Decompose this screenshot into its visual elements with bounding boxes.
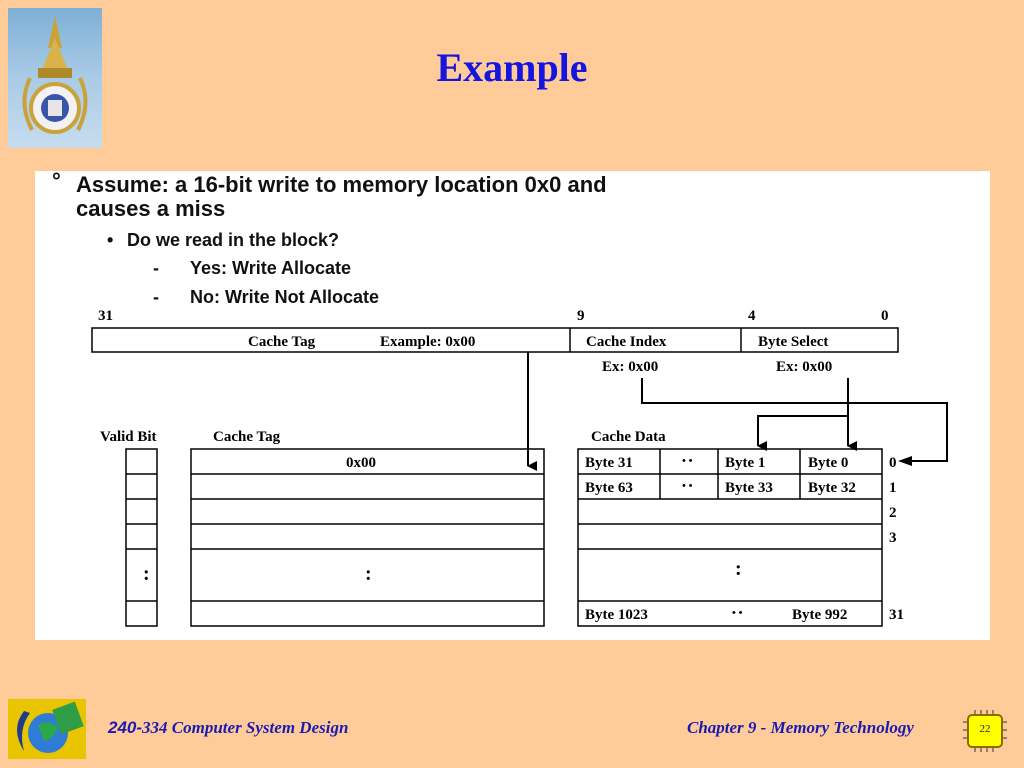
data-row0-byte31: Byte 31 [585, 455, 633, 471]
cache-tag-header: Cache Tag [213, 429, 281, 445]
data-ellipsis: : [735, 558, 742, 580]
cache-tag-column [191, 449, 544, 626]
sub-bullet-text: Do we read in the block? [127, 230, 340, 250]
footer-course [108, 718, 348, 738]
index-example: Ex: 0x00 [602, 359, 659, 375]
row-index-2: 2 [889, 505, 897, 521]
cache-tag-row0-value: 0x00 [346, 455, 376, 471]
footer-course-number: 240- [108, 718, 143, 737]
footer-chapter: Chapter 9 - Memory Technology [687, 718, 914, 737]
address-tag-example: Example: 0x00 [380, 334, 476, 350]
cache-data-column [578, 449, 882, 626]
data-row1-byte33: Byte 33 [725, 480, 773, 496]
page-number-badge [963, 710, 1007, 752]
dash-no: - [153, 287, 159, 307]
valid-bit-ellipsis: : [143, 563, 150, 585]
data-row1-byte32: Byte 32 [808, 480, 856, 496]
address-cache-tag-label: Cache Tag [248, 334, 316, 350]
footer-course-name: 334 Computer System Design [142, 718, 349, 737]
globe-logo-icon [8, 699, 86, 759]
valid-bit-column [126, 449, 157, 626]
row-index-31: 31 [889, 607, 904, 623]
data-row1-byte63: Byte 63 [585, 480, 633, 496]
bit-9-label: 9 [577, 308, 585, 324]
data-row0-byte0: Byte 0 [808, 455, 849, 471]
bullet-line-2: causes a miss [76, 196, 226, 221]
cache-data-header: Cache Data [591, 429, 666, 445]
data-row0-ellipsis: • • [682, 455, 693, 467]
valid-bit-header: Valid Bit [100, 429, 157, 445]
dash-yes: - [153, 258, 159, 278]
option-write-allocate: Yes: Write Allocate [190, 258, 352, 278]
data-row0-byte1: Byte 1 [725, 455, 766, 471]
footer-logo [8, 699, 86, 759]
byte-select-branch-arrow [758, 416, 848, 446]
byte-select-example: Ex: 0x00 [776, 359, 833, 375]
data-last-ellipsis: • • [732, 607, 743, 619]
address-cache-index-label: Cache Index [586, 334, 667, 350]
row-index-0: 0 [889, 455, 897, 471]
cache-tag-ellipsis: : [365, 563, 372, 585]
address-byte-select-label: Byte Select [758, 334, 829, 350]
data-last-byte1023: Byte 1023 [585, 607, 648, 623]
index-arrow-head [898, 456, 912, 466]
data-last-byte992: Byte 992 [792, 607, 848, 623]
bullet-marker: ° [52, 168, 61, 193]
row-index-1: 1 [889, 480, 897, 496]
data-row1-ellipsis: • • [682, 480, 693, 492]
bit-31-label: 31 [98, 308, 113, 324]
row-index-3: 3 [889, 530, 897, 546]
page-number: 22 [979, 723, 991, 735]
sub-bullet-marker: • [107, 230, 114, 250]
slide-title: Example [436, 45, 588, 90]
bit-0-label: 0 [881, 308, 889, 324]
bit-4-label: 4 [748, 308, 756, 324]
bullet-line-1: Assume: a 16-bit write to memory location 0x0 and [76, 172, 607, 197]
option-write-not-allocate: No: Write Not Allocate [190, 287, 380, 307]
